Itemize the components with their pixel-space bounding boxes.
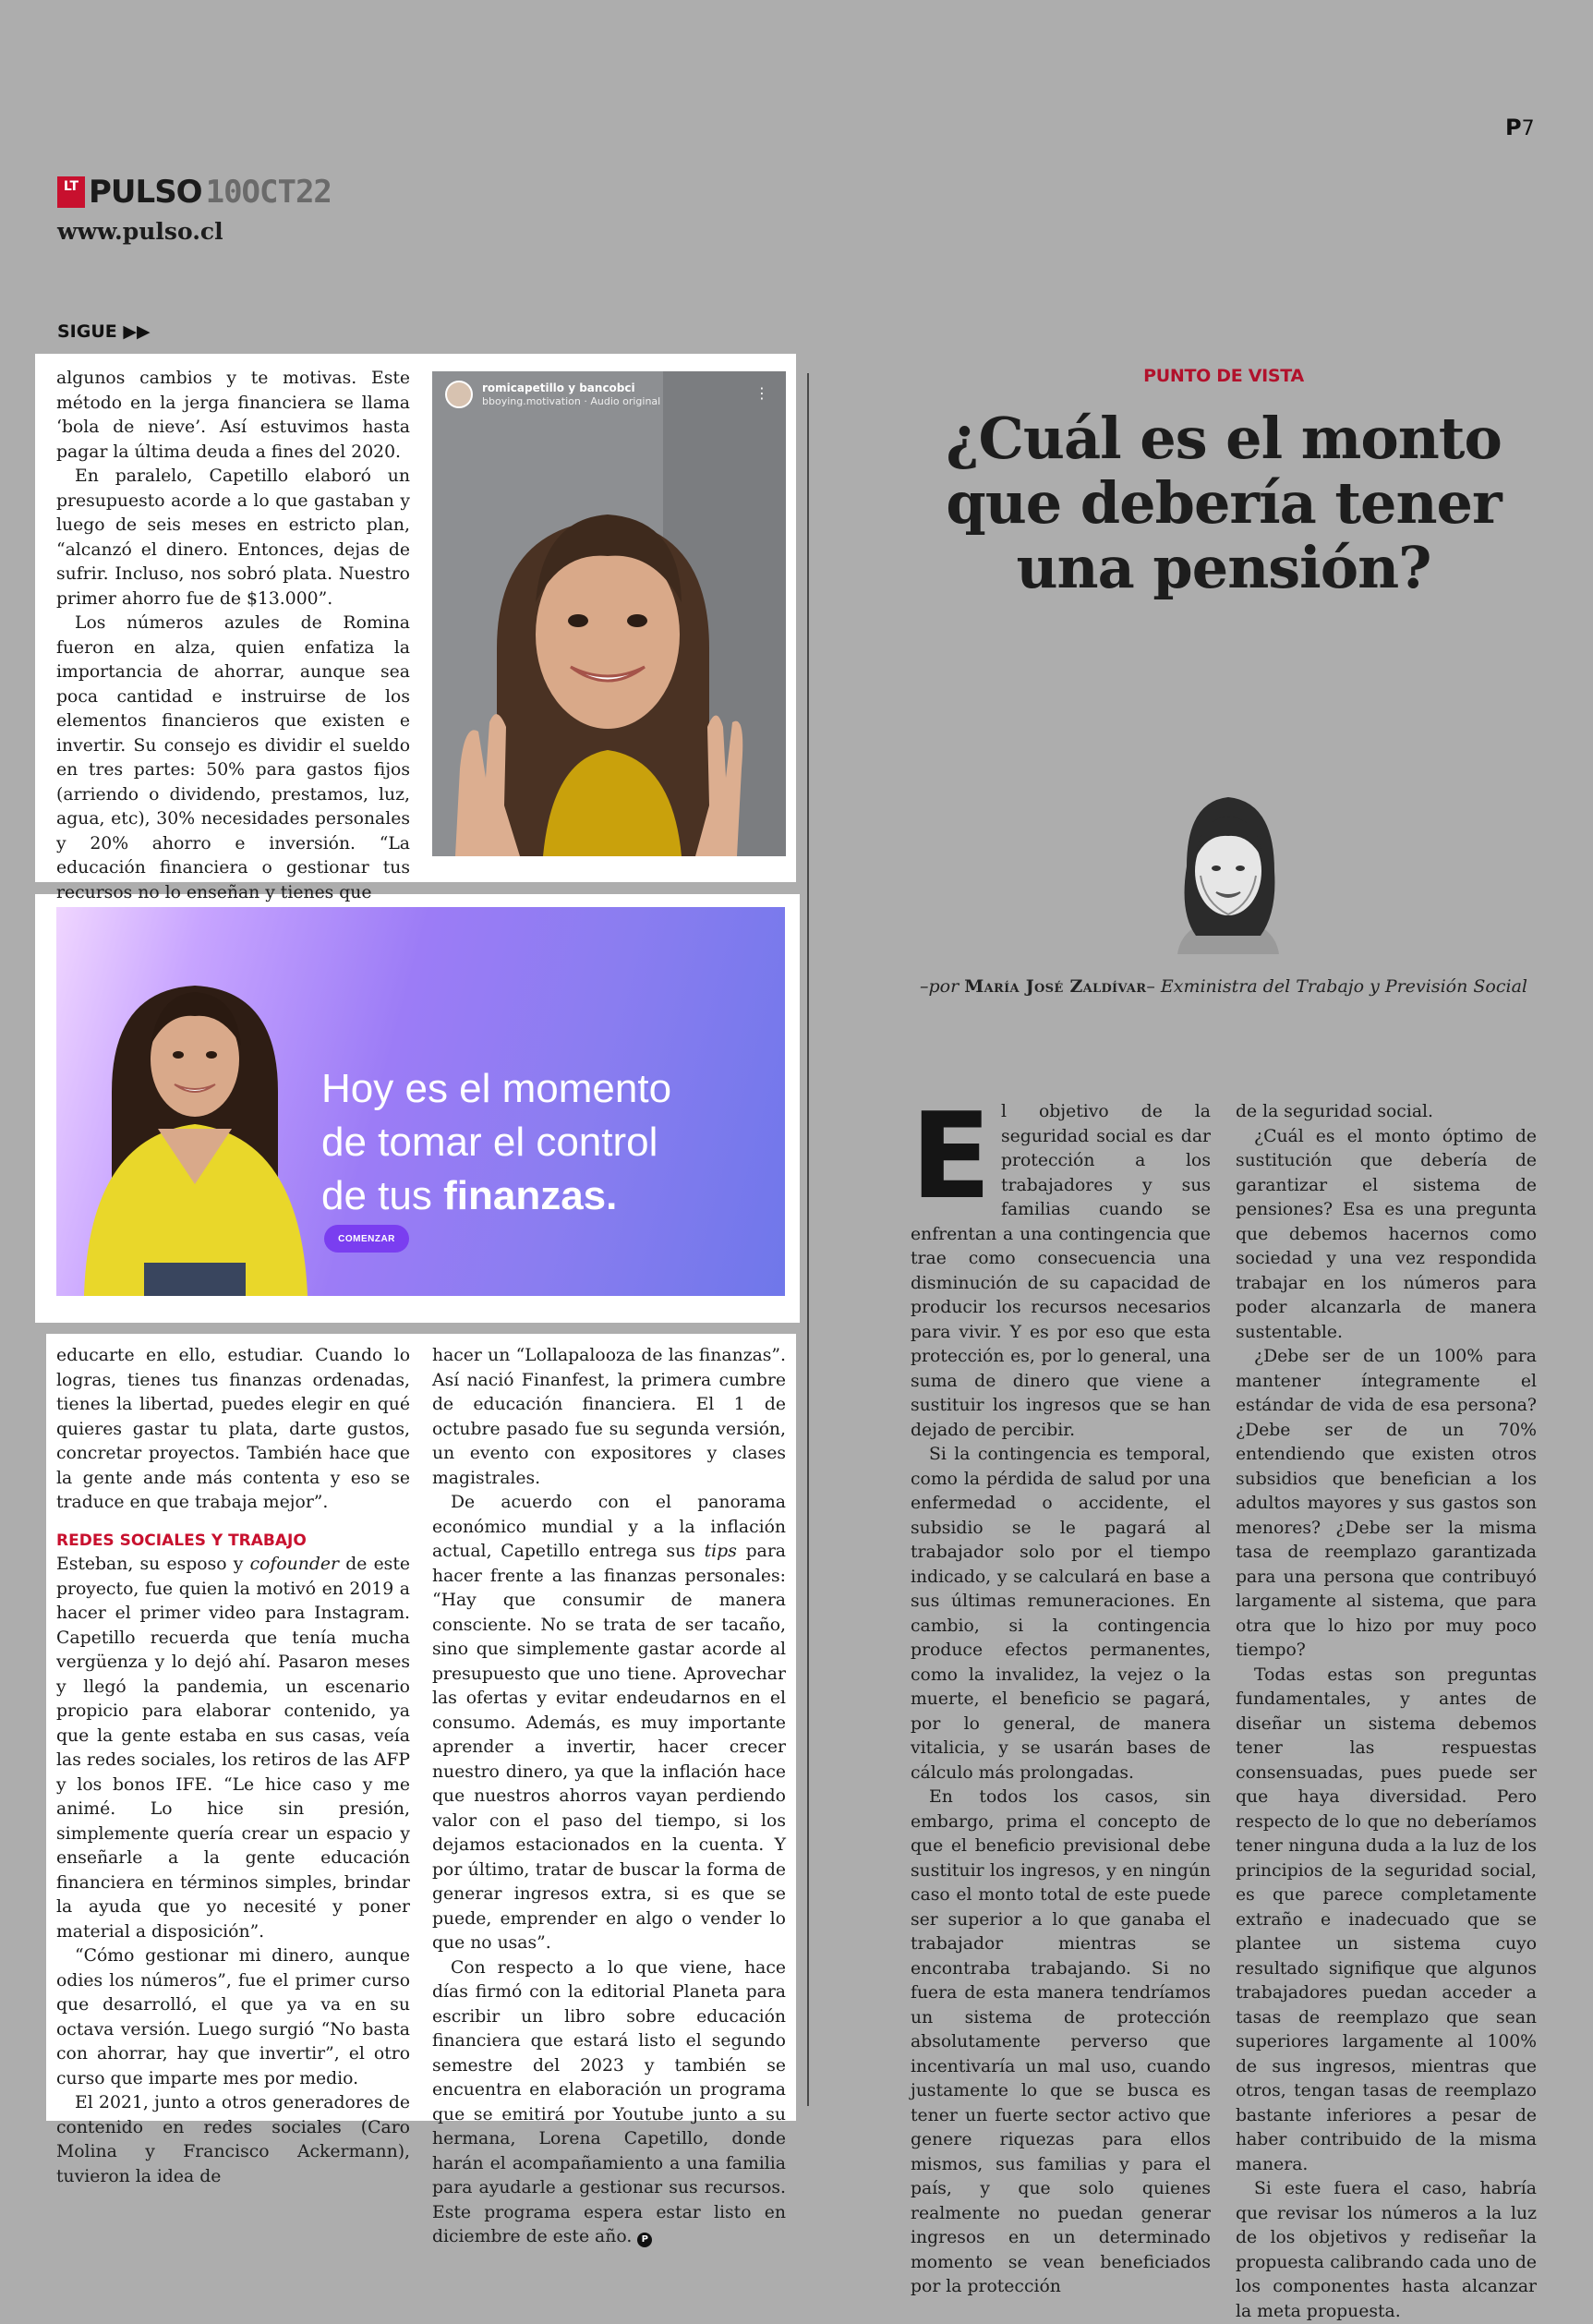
avatar[interactable] — [445, 381, 473, 408]
paragraph: “Cómo gestionar mi dinero, aunque odies los números”, fue el primer curso que desarrolló, el que ya va en su octava versión. Luego surgió “No basta con ahorrar, hay que invertir”, el otro curso que imparte mes por medio. — [56, 1946, 410, 2088]
paragraph: educarte en ello, estudiar. Cuando lo logras, tienes tus finanzas ordenadas, tienes la libertad, puedes elegir en qué quieres gastar tu plata, darte gustos, concretar proyectos. También hace que la gente ande más contenta y eso se traduce en que trabaja mejor”. — [56, 1346, 410, 1512]
page-number: P7 — [1505, 115, 1535, 140]
article-column-bottom-left — [56, 1344, 410, 2186]
end-mark-icon: P — [637, 2233, 652, 2247]
byline: –por María José Zaldívar– Exministra del Trabajo y Previsión Social — [920, 976, 1527, 997]
more-options-icon[interactable]: ⋮ — [754, 384, 769, 402]
paragraph: ¿Cuál es el monto óptimo de sustitución que debería de garantizar el sistema de pensiones? Esa es una pregunta que debemos hacernos como sociedad y una vez respondida trabajar en los números para poder alcanzarla de manera sustentable. — [1236, 1126, 1537, 1342]
brand-name: PULSO — [89, 174, 202, 211]
paragraph: El 2021, junto a otros generadores de contenido en redes sociales (Caro Molina y Francisco Ackermann), tuvieron la idea de — [56, 2093, 410, 2186]
paragraph: Si este fuera el caso, habría que revisar los números a la luz de los objetivos y rediseñar la propuesta calibrando cada uno de los componentes hasta alcanzar la meta propuesta. — [1236, 2179, 1537, 2321]
paragraph: hacer un “Lollapalooza de las finanzas”. Así nació Finanfest, la primera cumbre de educación financiera. El 1 de octubre pasado fue su segunda versión, un evento con expositores y clases magistrales. — [432, 1346, 786, 1488]
section-kicker: PUNTO DE VISTA — [1143, 366, 1304, 386]
paragraph: Los números azules de Romina fueron en alza, quien enfatiza la importancia de ahorrar, aunque sea poca cantidad e instruirse de los elementos financieros que existen e invertir. Su consejo es dividir el sueldo en tres partes: 50% para gastos fijos (arriendo o dividendo, prestamos, luz, agua, etc), 30% necesidades personales y 20% ahorro e inversión. “La educación financiera o gestionar tus recursos no lo enseñan y tienes que — [56, 613, 410, 902]
section-subhead: REDES SOCIALES Y TRABAJO — [56, 1531, 307, 1550]
author-role: Exministra del Trabajo y Previsión Social — [1160, 976, 1527, 997]
paragraph: ¿Debe ser de un 100% para mantener íntegramente el estándar de vida de esa persona? ¿Debe ser de un 70% entendiendo que existen otros subsidios que benefician a los adultos mayores y sus gastos son menores? ¿Debe ser la misma tasa de reemplazo garantizada para una persona que contribuyó largamente al sistema, que para otra que lo hizo por muy poco tiempo? — [1236, 1347, 1537, 1660]
start-button[interactable]: COMENZAR — [324, 1225, 409, 1253]
woman-photo-illustration — [432, 371, 786, 856]
opinion-headline: ¿Cuál es el monto que debería tener una pensión? — [946, 405, 1502, 601]
edition-date: 10OCT22 — [205, 174, 332, 211]
opinion-column-2 — [1236, 1100, 1537, 2321]
lt-logo: LT — [57, 176, 85, 208]
author-name: María José Zaldívar — [964, 976, 1147, 997]
promo-banner — [56, 907, 785, 1296]
video-audio-label: bboying.motivation · Audio original — [482, 394, 661, 407]
paragraph: de la seguridad social. — [1236, 1102, 1433, 1121]
author-portrait — [1159, 783, 1297, 954]
paragraph: En todos los casos, sin embargo, prima el concepto de que el beneficio previsional debe sustituir los ingresos, y en ningún caso el monto total de este puede ser superior a lo que ganaba el trabajador mientras se encontraba trabajando. Si no fuera de esta manera tendríamos un sistema de protección absolutamente perverso que incentivaría un mal uso, cuando justamente lo que se busca es tener un fuerte sector activo que genere riquezas para ellos mismos, sus familias y para el país, y que solo quienes realmente no puedan generar ingresos en un determinado momento se vean beneficiados por la protección — [911, 1787, 1211, 2296]
masthead — [57, 174, 332, 211]
column-divider — [807, 373, 809, 2106]
video-account[interactable]: romicapetillo y bancobci — [482, 381, 635, 394]
paragraph: Con respecto a lo que viene, hace días firmó con la editorial Planeta para escribir un libro sobre educación financiera que estará listo el segundo semestre del 2023 y también se encuentra en elaboración un programa que se emitirá por Youtube junto a su hermana, Lorena Capetillo, donde harán el acompañamiento a una familia para ayudarle a gestionar sus recursos. Este programa espera estar listo en diciembre de este año. P — [432, 1957, 786, 2246]
video-header — [445, 381, 660, 408]
opinion-column-1 — [911, 1088, 1211, 2296]
paragraph: Si la contingencia es temporal, como la pérdida de salud por una enfermedad o accidente, el subsidio se le pagará al trabajador solo por el tiempo indicado, y se calculará en base a sus últimas remuneraciones. En cambio, si la contingencia produce efectos permanentes, como la invalidez, la vejez o la muerte, el beneficio se pagará, por lo general, de manera vitalicia, y se usarán bases de cálculo más prolongadas. — [911, 1445, 1211, 1783]
paragraph: De acuerdo con el panorama económico mundial y a la inflación actual, Capetillo entrega sus tips para hacer frente a las finanzas personales: “Hay que consumir de manera consciente. No se trata de ser tacaño, sino que simplemente gastar acorde al presupuesto que uno tiene. Aprovechar las ofertas y evitar endeudarnos en el consumo. Además, es muy importante aprender a invertir, hacer crecer nuestro dinero, ya que la inflación hace que nuestros ahorros vayan perdiendo valor con el paso del tiempo, si los dejamos estacionados en la cuenta. Y por último, tratar de buscar la forma de generar ingresos extra, si es que se puede, emprender en algo o vender lo que no usas”. — [432, 1493, 787, 1953]
continued-label: SIGUE ▶▶ — [57, 321, 151, 342]
paragraph: Todas estas son preguntas fundamentales, y antes de diseñar un sistema debemos tener las respuestas consensuadas, pues puede ser que haya diversidad. Pero respecto de lo que no deberíamos tener ninguna duda a la luz de los principios de la seguridad social, es que parece completamente extraño e inadecuado que se plantee un sistema cuyo resultado signifique que algunos trabajadores puedan acceder a tasas de reemplazo que sean superiores largamente al 100% de sus ingresos, mientras que otros, tengan tasas de reemplazo bastante inferiores a pesar de haber contribuido de la misma manera. — [1236, 1664, 1537, 2174]
site-url[interactable]: www.pulso.cl — [57, 218, 223, 245]
drop-cap: E — [911, 1088, 992, 1226]
paragraph: En paralelo, Capetillo elaboró un presupuesto acorde a lo que gastaban y luego de seis meses en estricto plan, “alcanzó el dinero. Entonces, dejas de sufrir. Incluso, nos sobró plata. Nuestro primer ahorro fue de $13.000”. — [56, 466, 410, 609]
video-screenshot[interactable] — [432, 371, 786, 856]
article-column-top — [56, 367, 410, 902]
paragraph: El objetivo de la seguridad social es dar protección a los trabajadores y sus familias cuando se enfrentan a una contingencia que trae como consecuencia una disminución de su capacidad de producir los recursos necesarios para vivir. Y es por eso que esta protección es, por lo general, una suma de dinero que viene a sustituir los ingresos que se han dejado de percibir. — [911, 1088, 1211, 1440]
banner-headline: Hoy es el momento de tomar el control de tus finanzas. — [321, 1066, 672, 1218]
paragraph: Esteban, su esposo y cofounder de este proyecto, fue quien la motivó en 2019 a hacer el primer video para Instagram. Capetillo recuerda que tenía mucha vergüenza y lo dejó ahí. Pasaron meses y llegó la pandemia, un escenario propicio para elaborar contenido, ya que la gente estaba en sus casas, veía las redes sociales, los retiros de las AFP y los bonos IFE. “Le hice caso y me animé. Lo hice sin presión, simplemente quería crear un espacio y enseñarle a la gente educación financiera en términos simples, brindar la ayuda que yo necesité y poner material a disposición”. — [56, 1555, 410, 1942]
woman-yellow-shirt-illustration — [56, 907, 324, 1296]
paragraph: algunos cambios y te motivas. Este método en la jerga financiera se llama ‘bola de nieve’. Así estuvimos hasta pagar la última deuda a fines del 2020. — [56, 369, 410, 462]
article-column-bottom-right — [432, 1344, 787, 2246]
